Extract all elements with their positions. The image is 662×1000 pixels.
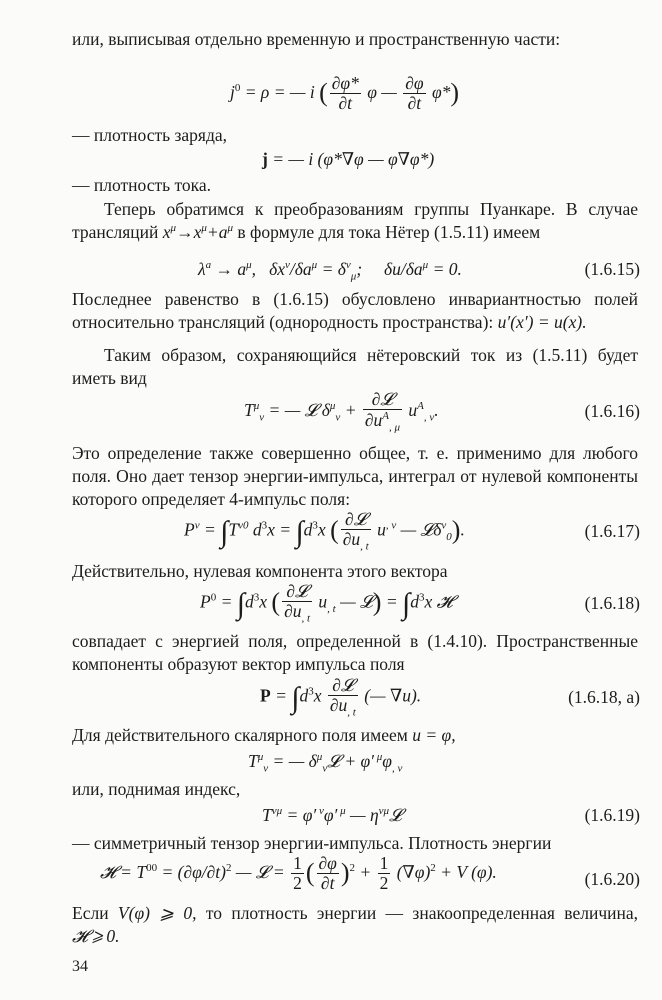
equation-number-1-6-20: (1.6.20) [584,869,640,889]
equation-number-1-6-16: (1.6.16) [584,401,640,421]
formula-energy-density: 𝓗 = $T^{00} = (\partial\varphi/\partial t)^2$ — 𝓛 = $\frac{1}{2}$ ( $\frac{\partial\varphi}{\partial t}$ )$^2$ + $\frac{1}{2}$ $(\nabla\varphi)^2 + V$ (φ). [100,853,497,894]
formula-charge-density: $j^0 = \rho$ = — i ( $\frac{\partial\varphi*}{\partial t}$ φ — $\frac{\partial\varphi}{\partial t}$ φ*) [230,73,460,114]
formula-raised-tensor: $T^{\nu\mu} = \varphi'$ $^\nu$φ′ $^\mu$ — $\eta^{\nu\mu}𝓛$ [262,805,402,825]
equation-number-1-6-19: (1.6.19) [584,805,640,825]
page-number: 34 [72,958,88,975]
paragraph-positive-energy: Если V(φ) ⩾ 0, то плотность энергии — знакоопределенная величина, 𝓗 ⩾ 0. [72,903,638,947]
equation-number-1-6-17: (1.6.17) [584,521,640,541]
paragraph-spatial-components: совпадает с энергией поля, определенной в (1.4.10). Пространственные компоненты образуют вектор импульса поля [72,631,638,675]
paragraph-symmetric-tensor: — симметричный тензор энергии-импульса. Плотность энергии [72,833,552,853]
formula-energy-momentum-tensor: $T^\mu_\nu$ = — 𝓛 $\delta^\mu_\nu$ + $\frac{\text{∂𝓛}}{\partial u^A_{, \mu}}$ $u^A_{, \nu}$. [244,389,439,434]
formula-current-density: j = — i (φ*∇φ — φ∇φ*) [262,149,435,169]
paragraph-invariance: Последнее равенство в (1.6.15) обусловлено инвариантностью полей относительно трансляций (однородность пространства): u′(x′) = u(x). [72,289,638,333]
paragraph-raising-index: или, поднимая индекс, [72,779,241,799]
equation-number-1-6-15: (1.6.15) [584,259,640,279]
paragraph-poincare: Теперь обратимся к преобразованиям группы Пуанкаре. В случае трансляций $x^\mu\to x^\mu+a^\mu$ в формуле для тока Нётер (1.5.11) имеем [72,199,638,243]
paragraph-current-density: — плотность тока. [72,175,212,195]
equation-number-1-6-18a: (1.6.18, a) [568,687,640,707]
paragraph-charge-density: — плотность заряда, [72,125,227,145]
equation-number-1-6-18: (1.6.18) [584,593,640,613]
formula-field-energy: $P^0 = \int d^3x$ ( $\frac{\text{∂𝓛}}{\partial u_{, t}}$ $u_{, t}$ — 𝓛) = $\int d^3x$ 𝓗 [200,581,453,625]
paragraph-noether-current: Таким образом, сохраняющийся нётеровский ток из (1.5.11) будет иметь вид [72,345,638,389]
paragraph-scalar-field: Для действительного скалярного поля имеем u = φ, [72,725,456,745]
formula-translation: $\lambda^a \to a^\mu$, $\delta x^\nu/\delta a^\mu = \delta^\nu_\mu$; $\delta u/\delta a^\mu = 0$. [198,259,462,283]
formula-scalar-tensor: $T^\mu_\nu$ = — $\delta^\mu_\nu 𝓛 + \varphi'$ $^\mu\varphi_{, \nu}$ [248,751,403,775]
paragraph-intro: или, выписывая отдельно временную и пространственную части: [72,29,561,49]
paragraph-zero-component: Действительно, нулевая компонента этого вектора [72,561,448,581]
formula-four-momentum: $P^\nu = \int T^{\nu 0}$ $d^3x = \int d^3x$ ( $\frac{\text{∂𝓛}}{\partial u_{, t}}$ $u^{, \nu}$ — 𝓛δ$^\nu_0$). [184,509,465,553]
paragraph-definition-general: Это определение также совершенно общее, т. е. применимо для любого поля. Оно дает тензор энергии-импульса, интеграл от нулевой компоненты которого определяет 4-импульс поля: [72,443,638,510]
formula-field-momentum: $P = \int d^3x$ $\frac{\text{∂𝓛}}{\partial u_{, t}}$ (— ∇u). [260,675,422,719]
